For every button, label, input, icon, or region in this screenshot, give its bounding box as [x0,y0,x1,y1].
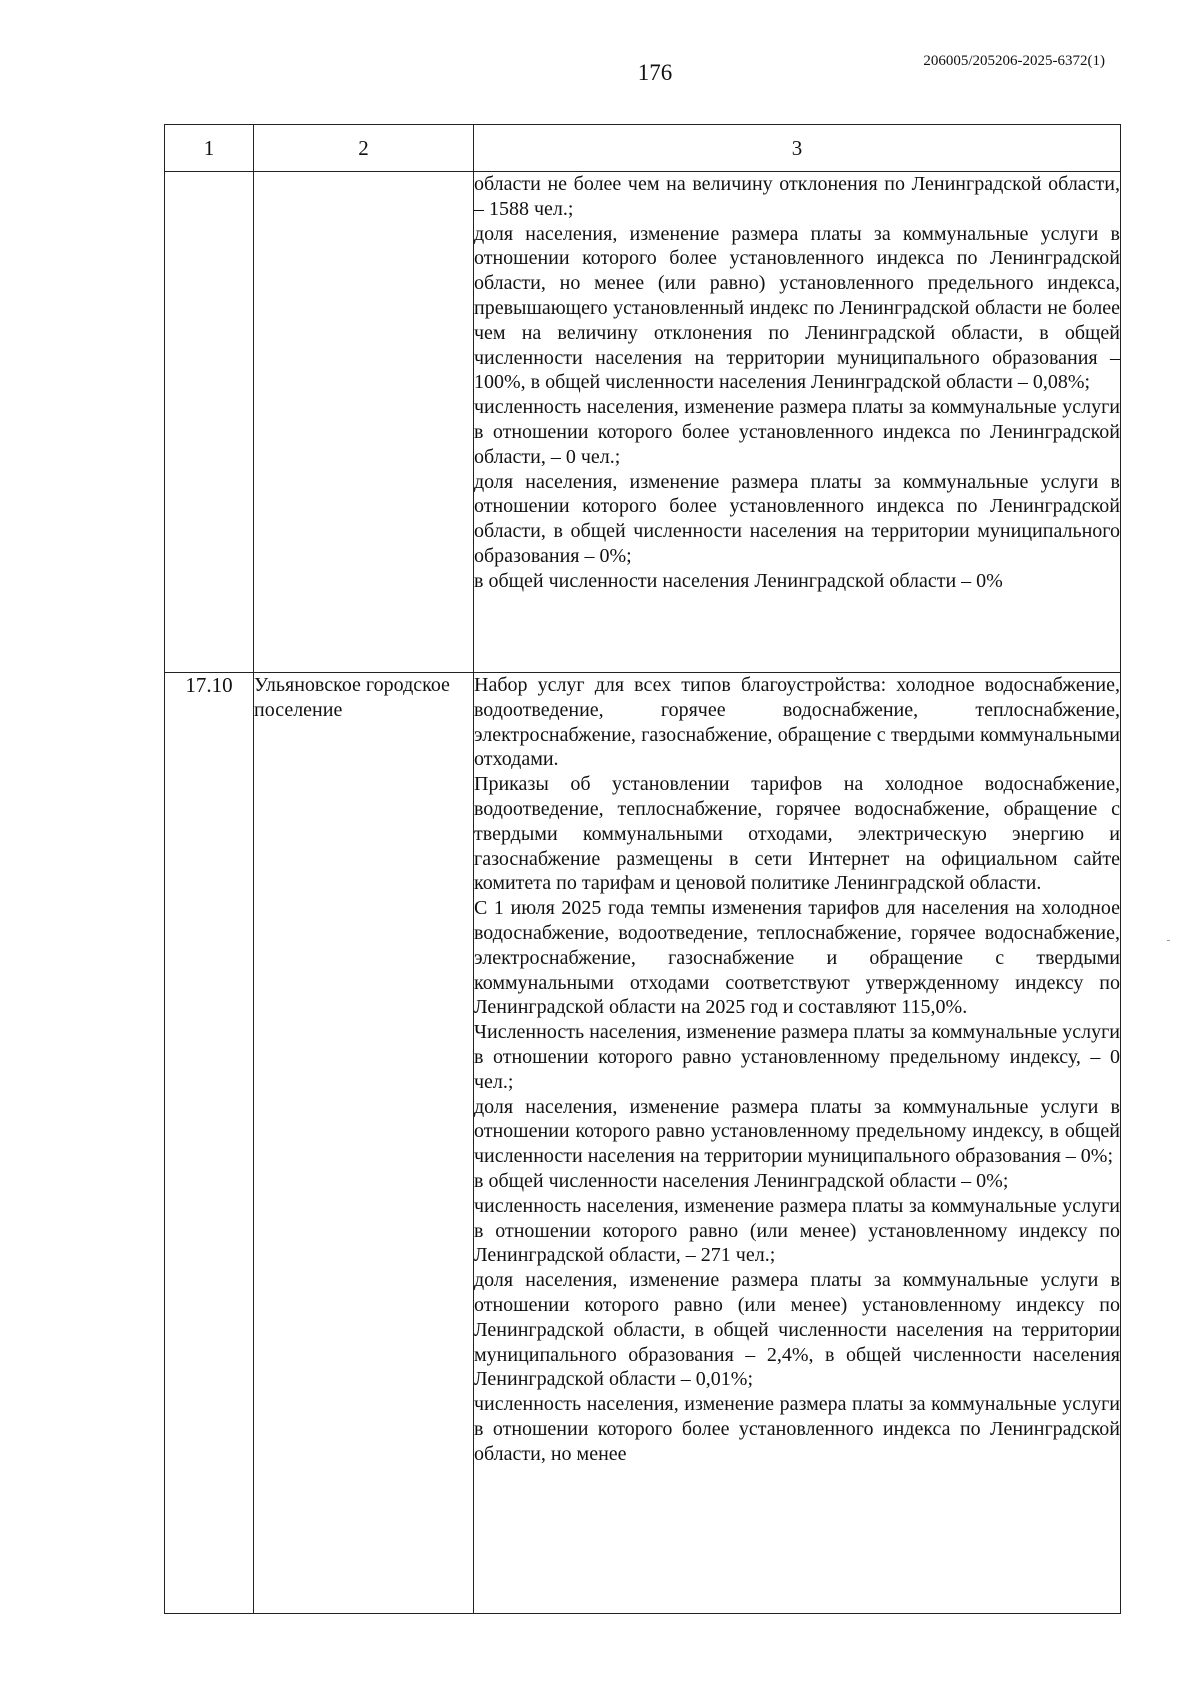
paragraph: Набор услуг для всех типов благоустройства: холодное водоснабжение, водоотведение, горячее водоснабжение, теплоснабжение, электроснабжение, газоснабжение, обращение с твердыми коммунальными отходами. [474,674,1120,771]
scan-mark [1167,940,1170,941]
row-content [474,172,1121,673]
paragraph: доля населения, изменение размера платы за коммунальные услуги в отношении которого более установленного индекса по Ленинградской области, в общей численности населения на территории муниципального образования – 0%; [474,470,1120,567]
column-header-1: 1 [165,125,254,172]
paragraph: численность населения, изменение размера платы за коммунальные услуги в отношении которого более установленного индекса по Ленинградской области, – 0 чел.; [474,396,1120,468]
paragraph: в общей численности населения Ленинградской области – 0% [474,569,1003,592]
paragraph: в общей численности населения Ленинградской области – 0%; [474,1169,1009,1192]
main-table [164,124,1121,1614]
paragraph: Численность населения, изменение размера платы за коммунальные услуги в отношении которого равно установленному предельному индексу, – 0 чел.; [474,1021,1120,1093]
table-row [165,673,1121,1614]
paragraph: численность населения, изменение размера платы за коммунальные услуги в отношении которого равно (или менее) установленному индексу по Ленинградской области, – 271 чел.; [474,1194,1120,1267]
column-header-3: 3 [474,125,1121,172]
row-number [165,172,254,673]
settlement-name: Ульяновское городское поселение [254,673,474,1614]
paragraph: С 1 июля 2025 года темпы изменения тарифов для населения на холодное водоснабжение, водоотведение, теплоснабжение, горячее водоснабжение, электроснабжение, газоснабжение и обращение с твердыми коммунальными отходами соответствуют утвержденному индексу по Ленинградской области на 2025 год и составляют 115,0%. [474,897,1120,1019]
paragraph: доля населения, изменение размера платы за коммунальные услуги в отношении которого равно (или менее) установленному индексу по Ленинградской области, в общей численности населения на территории муниципального образования – 2,4%, в общей численности населения Ленинградской области – 0,01%; [474,1269,1120,1391]
page-number: 176 [637,60,673,85]
paragraph: доля населения, изменение размера платы за коммунальные услуги в отношении которого равно установленному предельному индексу, в общей численности населения на территории муниципального образования – 0%; [474,1095,1120,1168]
document-id: 206005/205206-2025-6372(1) [923,53,1105,69]
paragraph: доля населения, изменение размера платы за коммунальные услуги в отношении которого более установленного индекса по Ленинградской области, но менее (или равно) установленного предельного индекса, превышающего установленный индекс по Ленинградской области не более чем на величину отклонения по Ленинградской области, в общей численности населения на территории муниципального образования – 100%, в общей численности населения Ленинградской области – 0,08%; [474,222,1120,394]
paragraph: Приказы об установлении тарифов на холодное водоснабжение, водоотведение, теплоснабжение, горячее водоснабжение, обращение с твердыми коммунальными отходами, электрическую энергию и газоснабжение размещены в сети Интернет на официальном сайте комитета по тарифам и ценовой политике Ленинградской области. [474,773,1120,895]
settlement-name [254,172,474,673]
paragraph: численность населения, изменение размера платы за коммунальные услуги в отношении которого более установленного индекса по Ленинградской области, но менее [474,1393,1120,1465]
row-number: 17.10 [165,673,254,1614]
column-header-2: 2 [254,125,474,172]
paragraph: области не более чем на величину отклонения по Ленинградской области, – 1588 чел.; [474,173,1120,220]
table-row [165,172,1121,673]
table-header-row [165,125,1121,172]
row-content [474,673,1121,1614]
